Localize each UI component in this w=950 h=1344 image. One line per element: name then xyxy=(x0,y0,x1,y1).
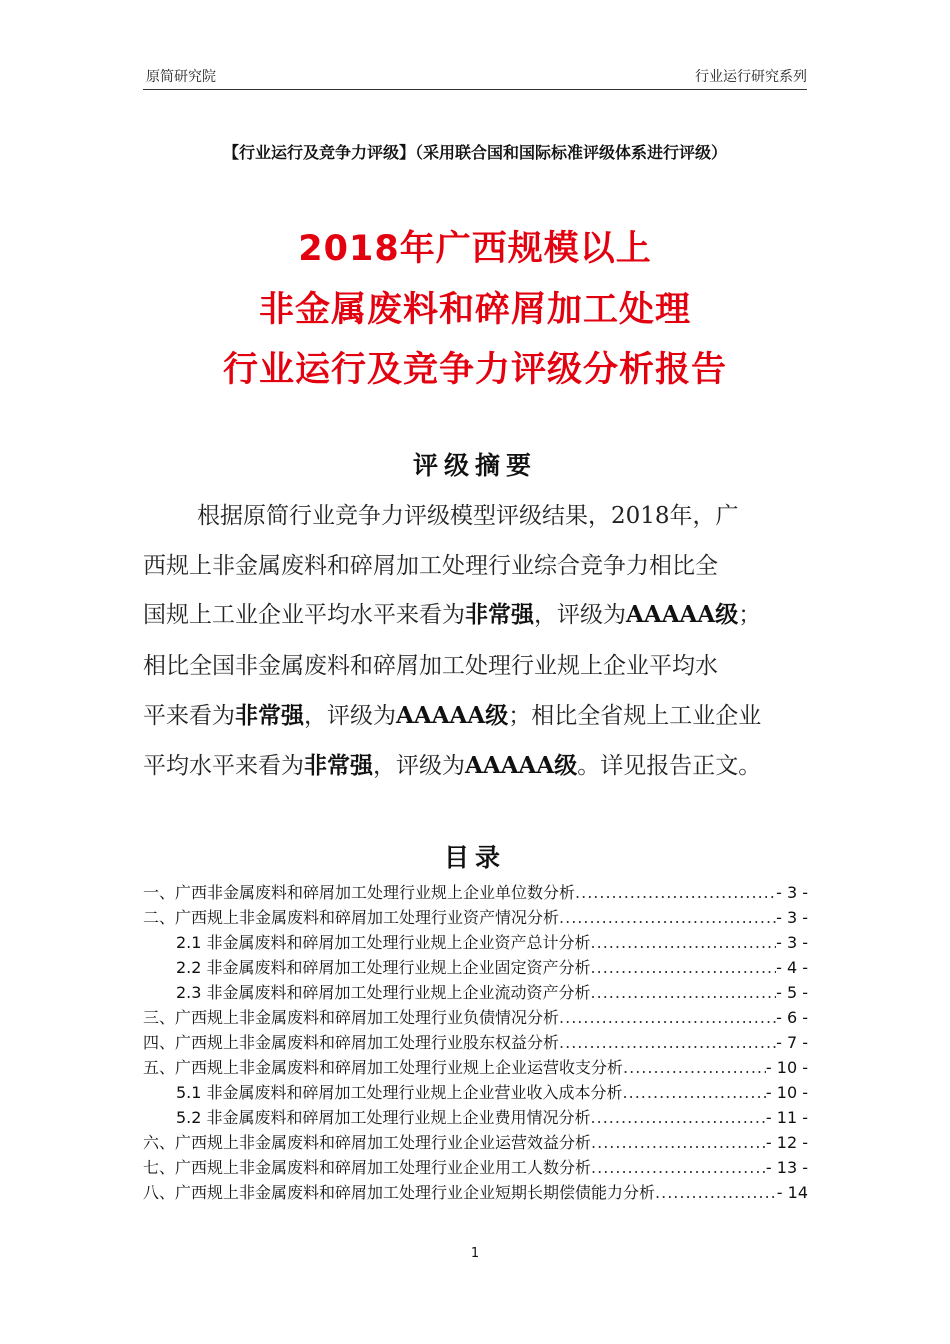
rating-strength: 非常强 xyxy=(465,601,534,628)
toc-item-page: - 3 - xyxy=(776,933,808,952)
summary-text: ，评级为 xyxy=(304,703,396,729)
toc-item[interactable] xyxy=(143,930,808,954)
toc-item-title: 八、广西规上非金属废料和碎屑加工处理行业企业短期长期偿债能力分析 xyxy=(143,1183,656,1202)
report-title-line-3: 行业运行及竞争力评级分析报告 xyxy=(222,350,727,390)
toc-leader xyxy=(559,908,776,927)
toc-item[interactable] xyxy=(143,1055,808,1079)
toc-heading: 目录 xyxy=(443,843,506,872)
summary-line-2: 西规上非金属废料和碎屑加工处理行业综合竞争力相比全 xyxy=(143,553,718,579)
toc-item-title: 2.1 非金属废料和碎屑加工处理行业规上企业资产总计分析 xyxy=(176,933,591,952)
toc-leader xyxy=(591,958,777,977)
toc-item-title: 七、广西规上非金属废料和碎屑加工处理行业企业用工人数分析 xyxy=(143,1158,592,1177)
toc-item-page: - 12 - xyxy=(765,1133,808,1152)
report-title-line-2: 非金属废料和碎屑加工处理 xyxy=(258,290,691,330)
toc-item-page: - 10 - xyxy=(765,1058,808,1077)
toc-leader xyxy=(591,983,777,1002)
toc-leader xyxy=(591,933,777,952)
toc-item[interactable] xyxy=(143,880,808,904)
report-title-line-1: 2018年广西规模以上 xyxy=(298,229,652,269)
toc-leader xyxy=(591,1108,766,1127)
summary-line-4: 相比全国非金属废料和碎屑加工处理行业规上企业平均水 xyxy=(143,653,718,679)
toc-leader xyxy=(575,883,776,902)
toc-item[interactable] xyxy=(143,1155,808,1179)
toc-item[interactable] xyxy=(143,905,808,929)
toc-leader xyxy=(559,1033,776,1052)
toc-leader xyxy=(655,1183,777,1202)
toc-item-page: - 14 xyxy=(776,1183,808,1202)
summary-text: ，评级为 xyxy=(534,602,626,628)
toc-item-page: - 3 - xyxy=(776,883,808,902)
summary-text: 平均水平来看为 xyxy=(143,753,304,779)
toc-item[interactable] xyxy=(143,1005,808,1029)
toc-item[interactable] xyxy=(143,1105,808,1129)
toc-leader xyxy=(623,1083,766,1102)
toc-item-title: 四、广西规上非金属废料和碎屑加工处理行业股东权益分析 xyxy=(143,1033,560,1052)
toc-item-title: 一、广西非金属废料和碎屑加工处理行业规上企业单位数分析 xyxy=(143,883,576,902)
toc-item-page: - 11 - xyxy=(765,1108,808,1127)
summary-line-5 xyxy=(143,697,761,730)
rating-strength: 非常强 xyxy=(235,702,304,729)
summary-line-3 xyxy=(143,596,761,629)
page-number: 1 xyxy=(470,1246,480,1261)
summary-text: 平来看为 xyxy=(143,703,235,729)
summary-heading: 评级摘要 xyxy=(412,451,537,480)
rating-grade: AAAAA级 xyxy=(396,702,509,729)
toc-item[interactable] xyxy=(143,1030,808,1054)
toc-item-page: - 7 - xyxy=(776,1033,808,1052)
toc-item-page: - 13 - xyxy=(765,1158,808,1177)
toc-item-page: - 4 - xyxy=(776,958,808,977)
summary-text: 。详见报告正文。 xyxy=(577,753,762,779)
toc-item-page: - 3 - xyxy=(776,908,808,927)
toc-item-page: - 10 - xyxy=(765,1083,808,1102)
toc-item-title: 5.1 非金属废料和碎屑加工处理行业规上企业营业收入成本分析 xyxy=(176,1083,623,1102)
toc-item[interactable] xyxy=(143,1180,808,1204)
toc-leader xyxy=(559,1008,776,1027)
rating-note: 【行业运行及竞争力评级】（采用联合国和国际标准评级体系进行评级） xyxy=(222,143,727,162)
summary-text: ； xyxy=(738,602,762,628)
toc-item[interactable] xyxy=(143,1130,808,1154)
header-rule xyxy=(143,89,807,90)
page-header-right: 行业运行研究系列 xyxy=(695,69,807,85)
toc-item-title: 六、广西规上非金属废料和碎屑加工处理行业企业运营效益分析 xyxy=(143,1133,592,1152)
toc-item-page: - 5 - xyxy=(776,983,808,1002)
toc-leader xyxy=(623,1058,766,1077)
summary-line-6 xyxy=(143,747,761,780)
toc-item-title: 三、广西规上非金属废料和碎屑加工处理行业负债情况分析 xyxy=(143,1008,560,1027)
summary-line-1: 根据原简行业竞争力评级模型评级结果，2018年，广 xyxy=(197,503,739,529)
summary-text: ；相比全省规上工业企业 xyxy=(508,703,762,729)
toc-item[interactable] xyxy=(143,980,808,1004)
summary-text: 国规上工业企业平均水平来看为 xyxy=(143,602,465,628)
rating-strength: 非常强 xyxy=(304,752,373,779)
toc-item[interactable] xyxy=(143,955,808,979)
toc-leader xyxy=(591,1133,766,1152)
rating-grade: AAAAA级 xyxy=(465,752,578,779)
toc-item-title: 2.3 非金属废料和碎屑加工处理行业规上企业流动资产分析 xyxy=(176,983,591,1002)
toc-item-page: - 6 - xyxy=(776,1008,808,1027)
toc-item-title: 五、广西规上非金属废料和碎屑加工处理行业规上企业运营收支分析 xyxy=(143,1058,624,1077)
page-header-left: 原简研究院 xyxy=(146,69,216,85)
toc-item-title: 2.2 非金属废料和碎屑加工处理行业规上企业固定资产分析 xyxy=(176,958,591,977)
toc-item-title: 二、广西规上非金属废料和碎屑加工处理行业资产情况分析 xyxy=(143,908,560,927)
toc-item-title: 5.2 非金属废料和碎屑加工处理行业规上企业费用情况分析 xyxy=(176,1108,591,1127)
toc-leader xyxy=(591,1158,766,1177)
rating-grade: AAAAA级 xyxy=(626,601,739,628)
toc-item[interactable] xyxy=(143,1080,808,1104)
summary-text: ，评级为 xyxy=(373,753,465,779)
